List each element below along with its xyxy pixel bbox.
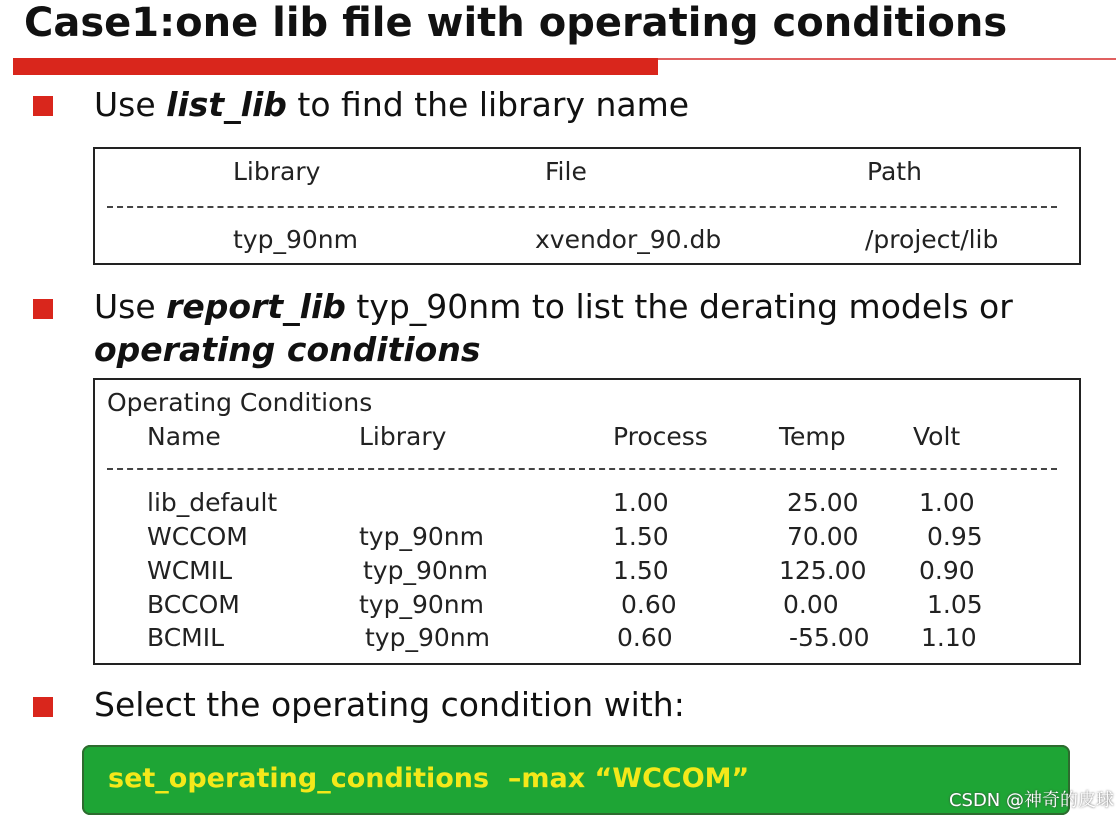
header-process: Process — [613, 422, 708, 451]
title-underline-thin — [658, 58, 1116, 60]
bullet-1-command: list_lib — [166, 85, 287, 124]
row-volt: 0.95 — [927, 522, 983, 551]
row-temp: 125.00 — [779, 556, 867, 585]
row-process: 1.50 — [613, 556, 669, 585]
table-divider — [107, 206, 1057, 208]
bullet-3-text: Select the operating condition with: — [94, 685, 685, 724]
table-divider — [107, 468, 1057, 470]
row-process: 0.60 — [617, 623, 673, 652]
row-temp: 25.00 — [787, 488, 859, 517]
row-volt: 0.90 — [919, 556, 975, 585]
cell-file: xvendor_90.db — [535, 225, 722, 254]
row-volt: 1.10 — [921, 623, 977, 652]
row-name: lib_default — [147, 488, 278, 517]
row-library: typ_90nm — [363, 556, 488, 585]
bullet-2-line2 — [94, 330, 480, 369]
row-library: typ_90nm — [365, 623, 490, 652]
slide-title: Case1:one lib file with operating conditions — [24, 0, 1008, 46]
cell-path: /project/lib — [865, 225, 999, 254]
header-path: Path — [867, 157, 922, 186]
row-volt: 1.05 — [927, 590, 983, 619]
bullet-2-emphasis: operating conditions — [94, 330, 481, 369]
header-file: File — [545, 157, 587, 186]
section-title: Operating Conditions — [107, 388, 373, 417]
bullet-2-command: report_lib — [166, 287, 346, 326]
row-library: typ_90nm — [359, 590, 484, 619]
bullet-1-post: to find the library name — [286, 85, 690, 124]
bullet-square-icon — [33, 299, 53, 319]
row-name: BCCOM — [147, 590, 240, 619]
header-library: Library — [359, 422, 447, 451]
header-volt: Volt — [913, 422, 961, 451]
row-name: WCMIL — [147, 556, 233, 585]
row-process: 1.00 — [613, 488, 669, 517]
bullet-1-pre: Use — [94, 85, 167, 124]
row-name: BCMIL — [147, 623, 225, 652]
header-name: Name — [147, 422, 221, 451]
command-box — [82, 745, 1070, 815]
list-lib-table — [93, 147, 1081, 265]
row-process: 1.50 — [613, 522, 669, 551]
header-library: Library — [233, 157, 321, 186]
watermark: CSDN @神奇的皮球 — [948, 790, 1114, 811]
row-temp: 70.00 — [787, 522, 859, 551]
bullet-square-icon — [33, 697, 53, 717]
report-lib-table — [93, 378, 1081, 665]
row-process: 0.60 — [621, 590, 677, 619]
bullet-square-icon — [33, 96, 53, 116]
cell-library: typ_90nm — [233, 225, 358, 254]
command-text: set_operating_conditions –max “WCCOM” — [108, 763, 750, 794]
row-name: WCCOM — [147, 522, 248, 551]
bullet-2-text — [94, 287, 1013, 326]
header-temp: Temp — [779, 422, 846, 451]
bullet-1-text — [94, 85, 689, 124]
row-volt: 1.00 — [919, 488, 975, 517]
bullet-2-pre: Use — [94, 287, 167, 326]
bullet-2-post: typ_90nm to list the derating models or — [345, 287, 1013, 326]
row-temp: -55.00 — [789, 623, 870, 652]
row-library: typ_90nm — [359, 522, 484, 551]
title-underline-bar — [13, 58, 658, 75]
row-temp: 0.00 — [783, 590, 839, 619]
